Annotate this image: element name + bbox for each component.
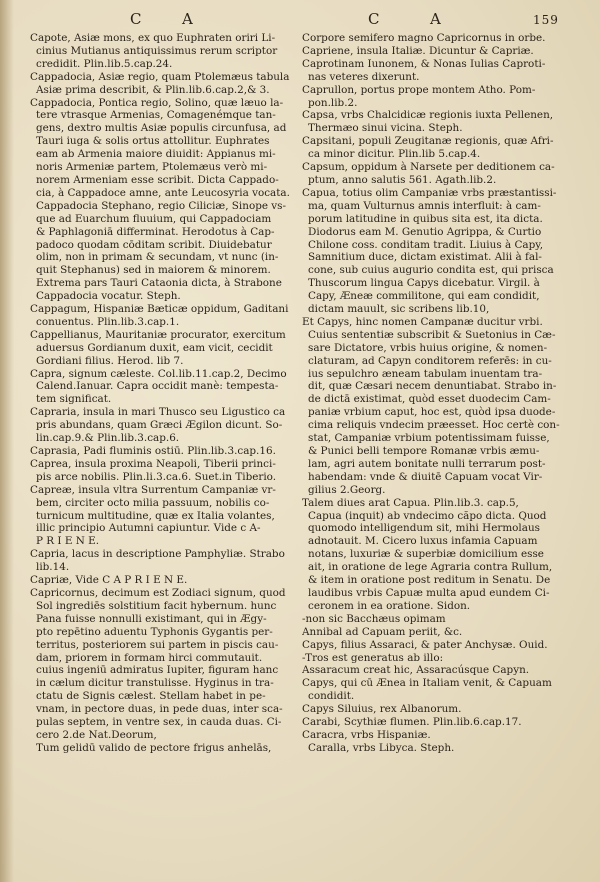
text-line: Chilone coss. conditam tradit. Liuius à Capy, <box>308 238 544 251</box>
text-line: Caprea, insula proxima Neapoli, Tiberii princi- <box>30 457 276 470</box>
text-line: turnicum multitudine, quæ ex Italia volantes, <box>36 509 275 522</box>
text-line: aduersus Gordianum duxit, eam vicit, cecidit <box>36 341 273 354</box>
text-line: ma, quam Vulturnus amnis interfluit: à cam- <box>308 199 541 212</box>
text-line: laudibus vrbis Capuæ multa apud eundem Ci- <box>308 586 550 599</box>
text-line: cima reliquis vndecim præesset. Hoc certè con- <box>308 419 560 432</box>
text-line: nas veteres dixerunt. <box>308 70 420 83</box>
text-line: Pana fuisse nonnulli existimant, qui in Ægy- <box>36 612 267 625</box>
text-line: sare Dictatore, vrbis huius origine, & nomen- <box>308 341 548 354</box>
text-line: ctatu de Signis cælest. Stellam habet in pe- <box>36 690 266 703</box>
text-line: Thuscorum lingua Capys dicebatur. Virgil. à <box>308 277 540 290</box>
text-line: territus, posteriorem sui partem in piscis cau- <box>36 638 279 651</box>
text-line: tere vtrasque Armenias, Comagenémque tan- <box>36 109 276 122</box>
text-line: & Paphlagoniā differminat. Herodotus à Cap- <box>36 225 275 238</box>
text-line: habendam: vnde & diuitē Capuam vocat Vir- <box>308 470 543 483</box>
text-line: pris abundans, quam Græci Ægilon dicunt. So- <box>36 419 283 432</box>
text-line: dit, quæ Cæsari necem denuntiabat. Strabo in- <box>308 380 557 393</box>
text-line: quomodo intelligendum sit, mihi Hermolaus <box>308 522 540 535</box>
text-line: Caracra, vrbs Hispaniæ. <box>302 728 431 741</box>
right-text-column <box>302 32 572 755</box>
text-line: Capra, signum cæleste. Col.lib.11.cap.2, Decimo <box>30 367 287 380</box>
text-line: Capua (inquit) ab vndecimo căpo dicta. Quod <box>308 509 547 522</box>
text-line: Cappadocia vocatur. Steph. <box>36 290 181 303</box>
text-line: Capsa, vrbs Chalcidicæ regionis iuxta Pellenen, <box>302 109 554 122</box>
text-line: Capricornus, decimum est Zodiaci signum, quod <box>30 586 286 599</box>
text-line: pulas septem, in ventre sex, in cauda duas. Ci- <box>36 716 282 729</box>
text-line: quit Stephanus) sed in maiorem & minorem. <box>36 264 271 277</box>
text-line: Capote, Asiæ mons, ex quo Euphraten oriri Li- <box>30 32 276 44</box>
text-line: lib.14. <box>36 561 70 574</box>
text-line: pto repētino aduentu Typhonis Gygantis per- <box>36 625 273 638</box>
text-line: Tauri iuga & solis ortus attollitur. Euphrates <box>36 135 270 148</box>
text-line: vnam, in pectore duas, in pede duas, inter sca- <box>36 703 283 716</box>
text-line: Samnitium duce, dictam existimat. Alii à fal- <box>308 251 542 264</box>
text-line: olim, non in primam & secundam, vt nunc (in- <box>36 251 279 264</box>
text-line: gens, dextro multis Asiæ populis circunfusa, ad <box>36 122 287 135</box>
text-line: ceronem in ea oratione. Sidon. <box>308 599 471 612</box>
text-line: Caralla, vrbs Libyca. Steph. <box>308 741 455 754</box>
text-line: adnotauit. M. Cicero luxus infamia Capuam <box>308 535 538 548</box>
text-line: gilius 2.Georg. <box>308 483 386 496</box>
text-line: conuentus. Plin.lib.3.cap.1. <box>36 315 180 328</box>
text-line: claturam, ad Capyn conditorem referēs: in cu- <box>308 354 552 367</box>
text-line: -Tros est generatus ab illo: <box>302 651 444 664</box>
text-line: Thermæo sinui vicina. Steph. <box>308 122 463 135</box>
text-line: Capriene, insula Italiæ. Dicuntur & Capriæ. <box>302 44 534 57</box>
text-line: cone, sub cuius augurio condita est, qui prisca <box>308 264 554 277</box>
text-line: paniæ vrbium caput, hoc est, quòd ipsa duode- <box>308 406 556 419</box>
text-line: stat, Campaniæ vrbium potentissimam fuisse, <box>308 432 550 445</box>
text-line: Capua, totius olim Campaniæ vrbs præstantissi- <box>302 186 557 199</box>
text-line: ius sepulchro æneam tabulam inuentam tra- <box>308 367 543 380</box>
text-line: Cappagum, Hispaniæ Bæticæ oppidum, Gaditani <box>30 303 289 316</box>
text-line: Capys Siluius, rex Albanorum. <box>302 703 462 716</box>
text-line: lin.cap.9.& Plin.lib.3.cap.6. <box>36 432 180 445</box>
text-line: Et Capys, hinc nomen Campanæ ducitur vrbi. <box>302 315 543 328</box>
text-line: Cappadocia Stephano, regio Ciliciæ, Sinope vs- <box>36 199 287 212</box>
text-line: cia, à Cappadoce amne, ante Leucosyria vocata. <box>36 186 290 199</box>
text-line: -non sic Bacchæus opimam <box>302 612 446 625</box>
text-line: Caprasia, Padi fluminis ostiū. Plin.lib.3.cap.16. <box>30 445 276 457</box>
text-line: notans, luxuriæ & superbiæ domicilium esse <box>308 548 544 561</box>
text-line: Capria, lacus in descriptione Pamphyliæ. Strabo <box>30 548 285 561</box>
text-line: porum latitudine in quibus sita est, ita dicta. <box>308 212 543 225</box>
page-gutter-shadow <box>0 0 14 882</box>
text-line: Cappellianus, Mauritaniæ procurator, exercitum <box>30 328 286 341</box>
running-head-left-c: C <box>130 10 143 28</box>
text-line: Sol ingrediēs solstitium facit hybernum. hunc <box>36 599 277 612</box>
text-line: eam ab Armenia maiore diuidit: Appianus mi- <box>36 148 276 161</box>
text-line: Capsum, oppidum à Narsete per deditionem ca- <box>302 161 555 174</box>
text-line: P R I E N E. <box>36 535 99 548</box>
text-line: in cælum dicitur transtulisse. Hyginus in tra- <box>36 677 274 690</box>
text-line: pis arce nobilis. Plin.li.3.ca.6. Suet.in Tiberio. <box>36 470 277 483</box>
text-line: Calend.Ianuar. Capra occidit manè: tempesta- <box>36 380 279 393</box>
text-line: bem, circiter octo milia passuum, nobilis co- <box>36 496 270 509</box>
text-line: Carabi, Scythiæ flumen. Plin.lib.6.cap.17. <box>302 716 522 729</box>
text-line: cuius ingeniū admiratus Iupiter, figuram hanc <box>36 664 279 677</box>
text-line: Assaracum creat hic, Assaracúsque Capyn. <box>302 664 530 677</box>
running-head-right-a: A <box>430 10 442 28</box>
text-line: Extrema pars Tauri Cataonia dicta, à Strabone <box>36 277 282 290</box>
text-line: Capriæ, Vide C A P R I E N E. <box>30 574 188 587</box>
text-line: ptum, anno salutis 561. Agath.lib.2. <box>308 173 497 186</box>
text-line: Capys, qui cū Ænea in Italiam venit, & Capuam <box>302 677 552 690</box>
text-line: lam, agri autem bonitate nulli terrarum post- <box>308 457 546 470</box>
text-line: credidit. Plin.lib.5.cap.24. <box>36 57 173 70</box>
text-line: & item in oratione post reditum in Senatu. De <box>308 574 551 587</box>
text-line: condidit. <box>308 690 355 703</box>
running-head-left-a: A <box>182 10 194 28</box>
text-line: Corpore semifero magno Capricornus in orbe. <box>302 32 546 44</box>
left-text-column <box>30 32 292 755</box>
text-line: Caprullon, portus prope montem Atho. Pom- <box>302 83 536 96</box>
running-head-right-c: C <box>368 10 381 28</box>
text-line: dam, priorem in formam hirci commutauit. <box>36 651 263 664</box>
text-line: & Punici belli tempore Romanæ vrbis æmu- <box>308 445 540 457</box>
text-line: Annibal ad Capuam periit, &c. <box>302 625 463 638</box>
text-line: Cappadocia, Pontica regio, Solino, quæ læuo la- <box>30 96 284 109</box>
text-line: cinius Mutianus antiquissimus rerum scriptor <box>36 44 278 57</box>
text-line: dictam mauult, sic scribens lib.10, <box>308 303 490 316</box>
text-line: Capy, Æneæ commilitone, qui eam condidit, <box>308 290 540 303</box>
text-line: que ad Euarchum fluuium, qui Cappadociam <box>36 212 272 225</box>
text-line: tem significat. <box>36 393 112 406</box>
text-line: Tum gelidū valido de pectore frigus anhelās, <box>36 741 272 754</box>
page-number: 159 <box>533 13 559 27</box>
text-line: Cuius sententiæ subscribit & Suetonius in Cæ- <box>308 328 556 341</box>
text-line: padoco quodam cōditam scribit. Diuidebatur <box>36 238 272 251</box>
text-line: ca minor dicitur. Plin.lib 5.cap.4. <box>308 148 481 161</box>
text-line: norem Armeniam esse scribit. Dicta Cappado- <box>36 173 279 186</box>
text-line: illic principio Autumni capiuntur. Vide c A- <box>36 522 261 535</box>
text-line: Capsitani, populi Zeugitanæ regionis, quæ Afri- <box>302 135 554 148</box>
text-line: de dictā existimat, quòd esset duodecim Cam- <box>308 393 551 406</box>
text-line: Capys, filius Assaraci, & pater Anchysæ. Ouid. <box>302 638 548 651</box>
text-line: Caprotinam Iunonem, & Nonas Iulias Caproti- <box>302 57 546 70</box>
text-line: Capreæ, insula vltra Surrentum Campaniæ vr- <box>30 483 276 496</box>
text-line: Gordiani filius. Herod. lib 7. <box>36 354 184 367</box>
text-line: cero 2.de Nat.Deorum, <box>36 728 157 741</box>
text-line: Capraria, insula in mari Thusco seu Ligustico ca <box>30 406 286 419</box>
text-line: pon.lib.2. <box>308 96 358 109</box>
text-line: Diodorus eam M. Genutio Agrippa, & Curtio <box>308 225 542 238</box>
text-line: Cappadocia, Asiæ regio, quam Ptolemæus tabula <box>30 70 290 83</box>
text-line: noris Armeniæ partem, Ptolemæus verò mi- <box>36 161 268 174</box>
text-line: Talem diues arat Capua. Plin.lib.3. cap.5, <box>302 496 519 509</box>
text-line: Asiæ prima describit, & Plin.lib.6.cap.2,& 3. <box>36 83 270 96</box>
text-line: ait, in oratione de lege Agraria contra Rullum, <box>308 561 553 574</box>
